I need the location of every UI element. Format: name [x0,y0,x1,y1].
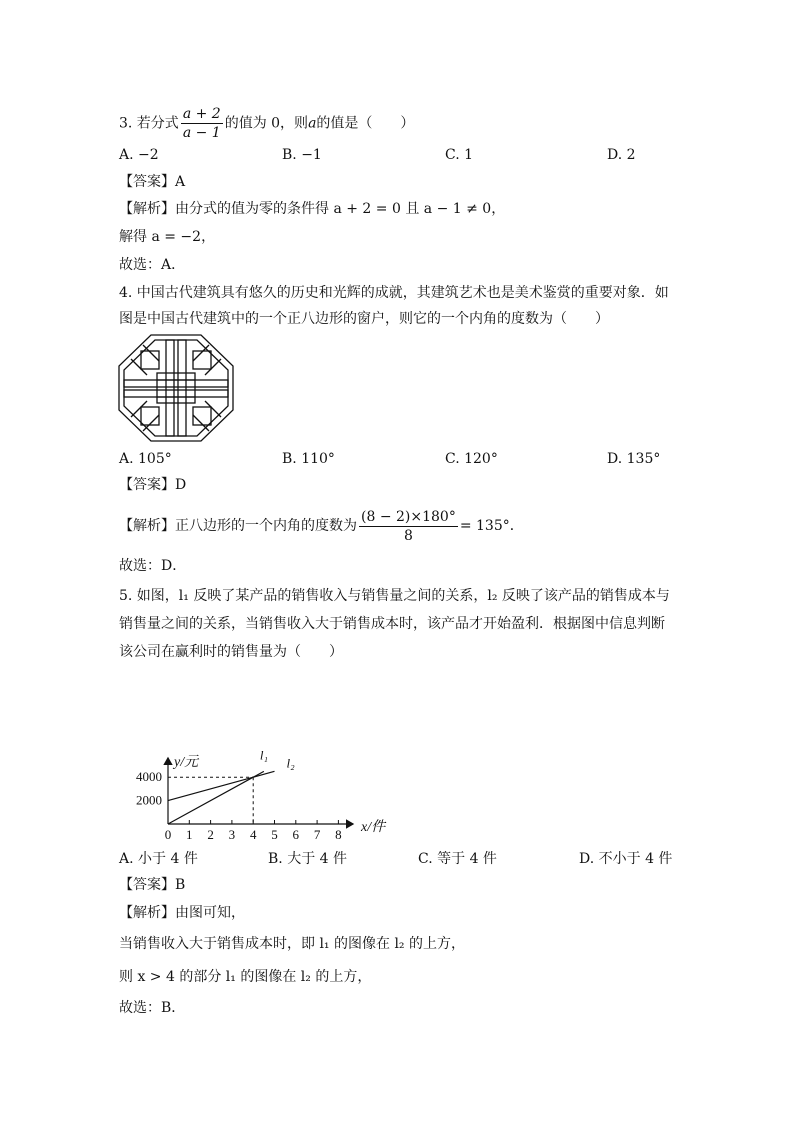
q4-frac-num: (8 − 2)×180° [361,508,456,525]
octagon-window-figure [117,333,235,443]
series-label-1: l₁ [259,747,268,763]
q4-answer: 【答案】D [119,477,187,493]
q5-stem-line-1: 5. 如图，l₁ 反映了某产品的销售收入与销售量之间的关系，l₂ 反映了该产品的销售成本与 [119,588,670,604]
q4-stem-line-2: 图是中国古代建筑中的一个正八边形的窗户，则它的一个内角的度数为（ ） [119,311,609,327]
q5-analysis-1 [119,903,245,923]
q5-option-b: B. 大于 4 件 [268,851,347,867]
q5-analysis-label: 【解析】 [119,905,175,921]
y-axis-label: y/元 [174,754,199,770]
q4-option-a: A. 105° [119,451,172,467]
q5-analysis-text: 由图可知， [175,905,245,921]
chart-series [168,771,275,824]
q3-stem [119,106,414,141]
q3-prefix: 3. 若分式 [119,115,179,132]
x-tick-label: 2 [207,827,214,842]
q3-var: a [308,115,317,132]
series-label-2: l₂ [286,755,295,771]
q4-conclusion: 故选：D． [119,558,187,574]
q3-fraction [181,106,223,141]
series-line-2 [168,771,275,800]
q5-analysis-2: 当销售收入大于销售成本时，即 l₁ 的图像在 l₂ 的上方， [119,936,465,952]
q5-analysis-3: 则 x > 4 的部分 l₁ 的图像在 l₂ 的上方， [119,969,372,985]
q5-stem-line-3: 该公司在赢利时的销售量为（ ） [119,644,343,660]
series-line-1 [168,771,264,824]
q5-option-c: C. 等于 4 件 [418,851,497,867]
y-tick-label: 2000 [136,792,162,808]
chart-labels [136,747,387,842]
q4-analysis-label: 【解析】 [119,518,175,534]
q3-option-c: C. 1 [445,147,474,163]
q4-analysis-text: 正八边形的一个内角的度数为 [175,518,357,534]
x-tick-label: 1 [186,827,193,842]
sales-chart [120,672,400,842]
q5-conclusion: 故选：B． [119,1000,186,1016]
q3-option-b: B. −1 [282,147,322,163]
q3-frac-den: a − 1 [182,125,221,141]
q3-conclusion: 故选：A． [119,257,186,273]
q4-option-b: B. 110° [282,451,335,467]
q3-answer: 【答案】A [119,174,186,190]
x-tick-label: 7 [313,827,321,842]
q4-option-d: D. 135° [607,451,661,467]
q4-analysis-tail: = 135°． [459,518,524,534]
q4-stem-line-1: 4. 中国古代建筑具有悠久的历史和光辉的成就，其建筑艺术也是美术鉴赏的重要对象．如 [119,285,669,301]
q5-answer: 【答案】B [119,877,186,893]
q4-frac-den: 8 [403,527,413,544]
q5-option-d: D. 不小于 4 件 [579,851,673,867]
q3-analysis-2: 解得 a = −2， [119,229,216,245]
q4-fraction [359,509,458,544]
q3-analysis-1 [119,199,505,219]
x-tick-label: 6 [292,827,300,842]
x-tick-label: 4 [249,827,257,842]
q4-option-c: C. 120° [445,451,498,467]
x-tick-label: 8 [335,827,342,842]
x-tick-label: 0 [164,827,172,842]
q3-suffix: 的值是（ ） [316,115,415,132]
x-axis-label: x/件 [361,820,386,835]
q3-mid: 的值为 0，则 [224,115,309,132]
q3-frac-num: a + 2 [182,106,221,122]
q3-analysis-label: 【解析】 [119,201,175,217]
q4-analysis [119,506,524,546]
y-tick-label: 4000 [136,769,162,785]
x-tick-label: 3 [228,827,236,842]
q3-option-d: D. 2 [607,147,636,163]
q5-option-a: A. 小于 4 件 [119,851,198,867]
q3-option-a: A. −2 [119,147,159,163]
q5-stem-line-2: 销售量之间的关系，当销售收入大于销售成本时，该产品才开始盈利．根据图中信息判断 [119,616,665,632]
x-tick-label: 5 [271,827,278,842]
q3-analysis-text: 由分式的值为零的条件得 a + 2 = 0 且 a − 1 ≠ 0， [175,201,506,217]
